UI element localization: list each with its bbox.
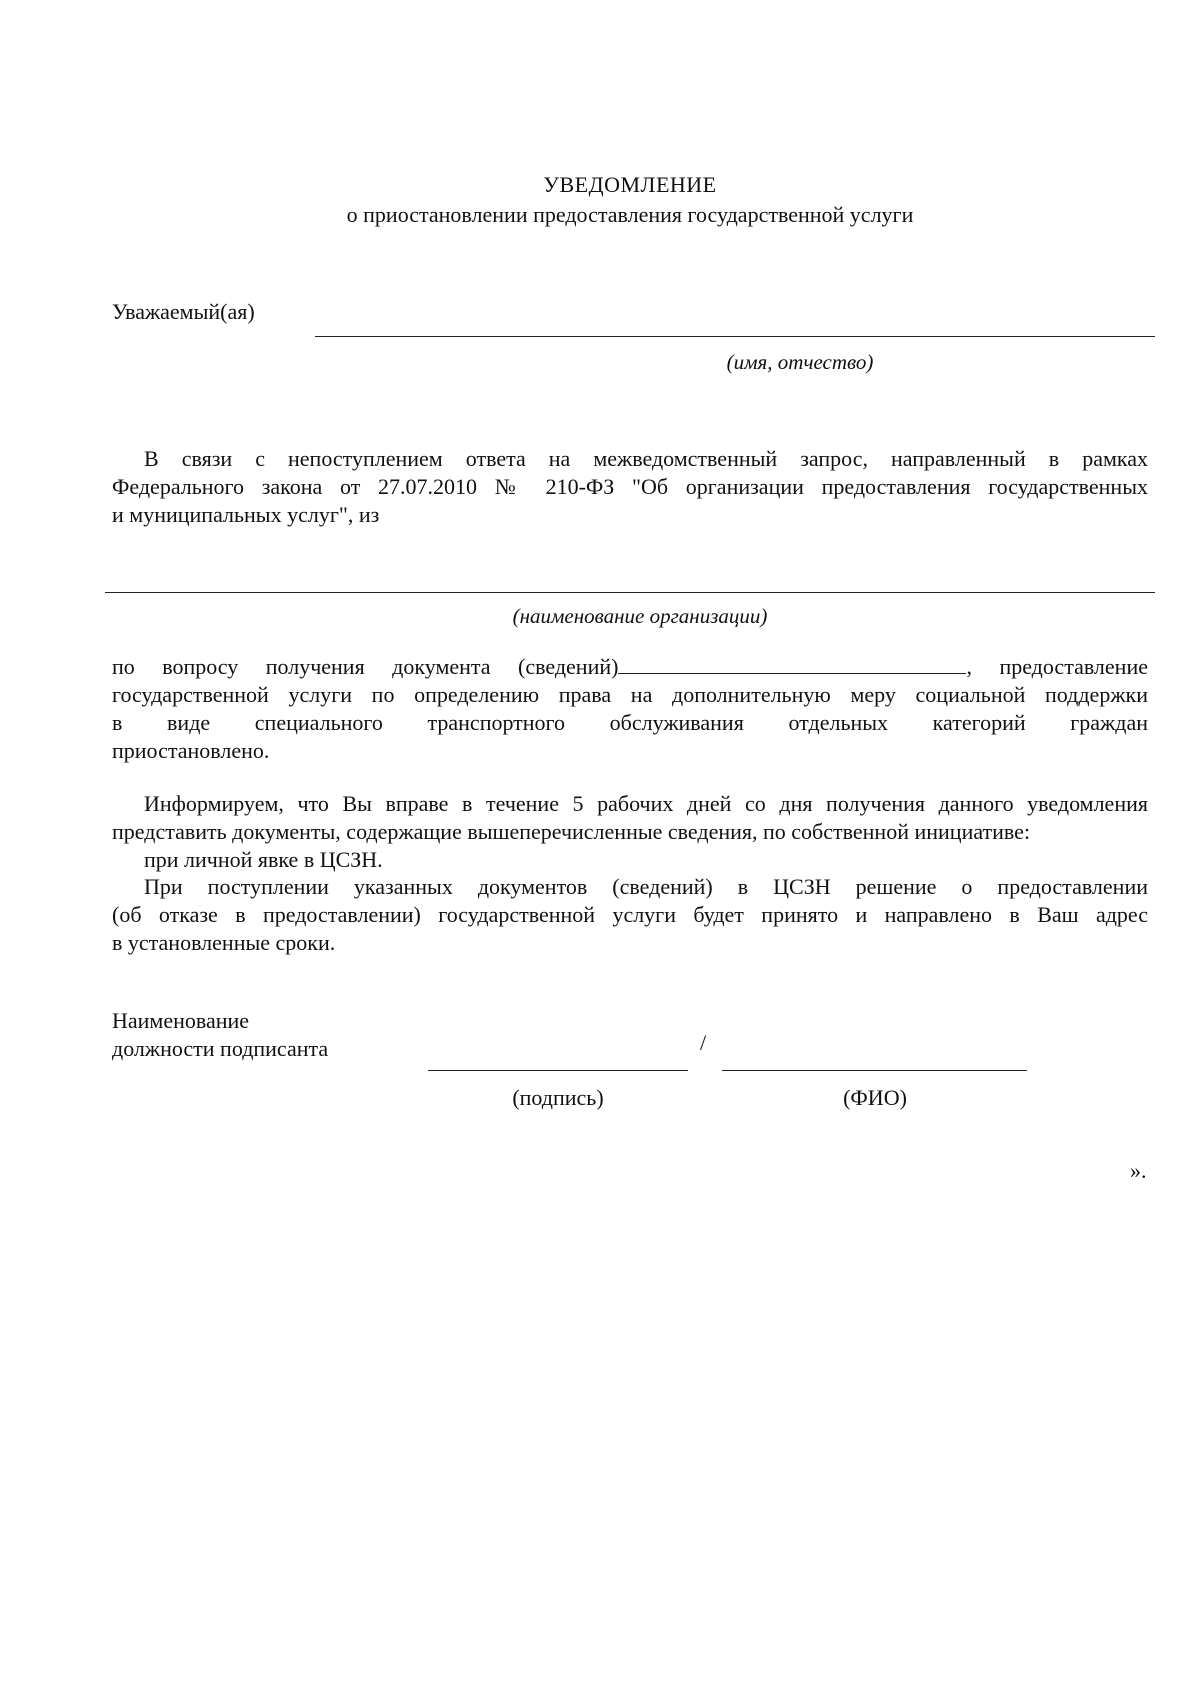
closing-quote-mark: ». bbox=[1130, 1158, 1147, 1183]
org-caption: (наименование организации) bbox=[512, 604, 768, 628]
document-title: УВЕДОМЛЕНИЕ bbox=[543, 172, 717, 197]
greeting-label: Уважаемый(ая) bbox=[112, 299, 255, 324]
para2-line1-start: по вопросу получения документа (сведений) bbox=[112, 654, 619, 679]
name-caption: (имя, отчество) bbox=[726, 350, 874, 374]
paragraph-inform bbox=[112, 790, 1148, 874]
para1-line3: и муниципальных услуг", из bbox=[112, 502, 380, 527]
signature-blank-line bbox=[428, 1070, 688, 1071]
org-blank-line bbox=[105, 592, 1155, 593]
name-blank-line bbox=[315, 336, 1155, 337]
para4-line2: (об отказе в предоставлении) государственной услуги будет принято и направлено в Ваш адрес bbox=[112, 902, 1148, 927]
fio-blank-line bbox=[722, 1070, 1027, 1071]
para4-line1: При поступлении указанных документов (сведений) в ЦСЗН решение о предоставлении bbox=[144, 874, 1148, 899]
fio-caption: (ФИО) bbox=[843, 1085, 907, 1110]
document-blank-line bbox=[618, 655, 966, 674]
para2-line3: в виде специального транспортного обслуживания отдельных категорий граждан bbox=[112, 710, 1148, 735]
para2-line1-end: , предоставление bbox=[966, 654, 1148, 679]
paragraph-request bbox=[112, 445, 1148, 529]
document-subtitle: о приостановлении предоставления государственной услуги bbox=[346, 202, 914, 227]
paragraph-decision bbox=[112, 873, 1148, 957]
para2-line2: государственной услуги по определению права на дополнительную меру социальной поддержки bbox=[112, 682, 1148, 707]
signatory-position-line1: Наименование bbox=[112, 1008, 250, 1033]
paragraph-suspension bbox=[112, 653, 1148, 765]
para3-line3: при личной явке в ЦСЗН. bbox=[144, 847, 383, 872]
para1-line2: Федерального закона от 27.07.2010 № 210-ФЗ "Об организации предоставления государственных bbox=[112, 474, 1148, 499]
para3-line1: Информируем, что Вы вправе в течение 5 рабочих дней со дня получения данного уведомления bbox=[144, 791, 1148, 816]
para2-line4: приостановлено. bbox=[112, 738, 270, 763]
para1-line1: В связи с непоступлением ответа на межведомственный запрос, направленный в рамках bbox=[144, 446, 1148, 471]
para3-line2: представить документы, содержащие вышеперечисленные сведения, по собственной инициативе: bbox=[112, 819, 1031, 844]
para4-line3: в установленные сроки. bbox=[112, 930, 336, 955]
signatory-position-line2: должности подписанта bbox=[112, 1036, 329, 1061]
para2-line1 bbox=[112, 653, 1148, 681]
signature-caption: (подпись) bbox=[512, 1085, 604, 1110]
signature-slash: / bbox=[700, 1030, 707, 1055]
